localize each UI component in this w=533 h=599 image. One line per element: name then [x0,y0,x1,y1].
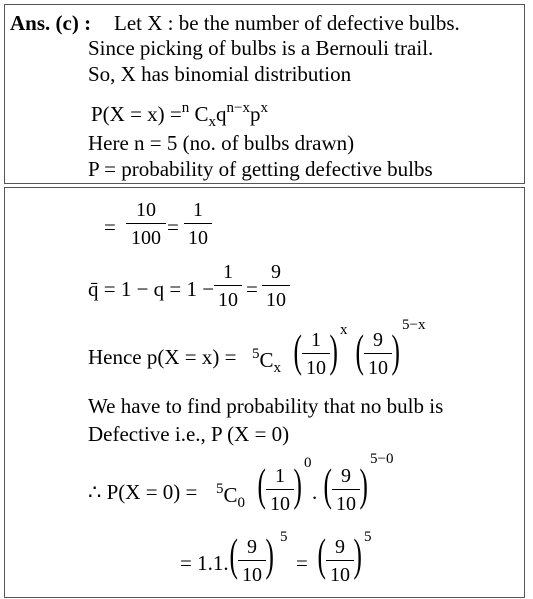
pmf-lhs: P(X = x) = [91,102,182,126]
text-line-3: So, X has binomial distribution [88,62,352,86]
fraction-1-over-10 [184,200,212,248]
eq5-equals: = [296,551,308,575]
left-paren: ( [229,529,238,580]
right-paren: ) [391,325,400,376]
exponent-x: x [340,322,348,338]
exponent-5-minus-0: 5−0 [370,451,394,467]
eq2-equals: = [246,277,258,301]
fraction-denominator: 10 [336,493,356,515]
left-paren: ( [355,325,364,376]
fraction-denominator: 10 [270,493,290,515]
fraction-denominator: 10 [242,564,262,586]
left-paren: ( [257,459,266,510]
eq3-C: C [259,348,274,372]
fraction-9-over-10 [238,537,266,585]
right-paren: ) [359,459,368,510]
fraction-1-over-10 [266,466,294,514]
fraction-9-over-10 [332,466,360,514]
fraction-numerator: 9 [271,261,281,283]
fraction-1-over-10 [214,262,242,310]
fraction-1-over-10 [302,330,330,378]
fraction-numerator: 1 [275,465,285,487]
pmf-nx: n−x [226,100,251,116]
eq4-C: C [223,483,238,507]
text-line-4: We have to find probability that no bulb is [88,394,444,418]
exponent-0: 0 [304,455,312,471]
eq4-lhs: ∴ P(X = 0) = [88,480,198,504]
left-paren: ( [317,529,326,580]
pmf-n: n [181,100,190,116]
fraction-9-over-10 [364,330,392,378]
pmf-C: C [194,102,209,126]
exponent-5: 5 [364,529,372,545]
left-paren: ( [293,325,302,376]
fraction-numerator: 1 [223,261,233,283]
answer-label: Ans. (c) : [10,11,92,35]
right-paren: ) [265,529,274,580]
fraction-denominator: 10 [218,289,238,311]
eq4-zero: 0 [237,495,246,511]
fraction-10-over-100 [126,200,166,248]
fraction-9-over-10 [326,537,354,585]
fraction-denominator: 10 [306,357,326,379]
eq3-five: 5 [252,346,260,362]
exponent-5: 5 [280,529,288,545]
text-line-2: Since picking of bulbs is a Bernouli trail. [88,36,434,60]
fraction-numerator: 1 [311,329,321,351]
text-line-1: Let X : be the number of defective bulbs. [114,11,460,35]
eq3-lhs: Hence p(X = x) = [88,345,237,369]
fraction-denominator: 10 [368,357,388,379]
eq3-x: x [273,360,282,376]
right-paren: ) [329,325,338,376]
fraction-denominator: 100 [131,227,161,249]
fraction-numerator: 9 [341,465,351,487]
fraction-numerator: 9 [335,536,345,558]
pmf-formula [91,101,268,130]
fraction-denominator: 10 [188,227,208,249]
text-line-6: P = probability of getting defective bulbs [88,157,433,181]
right-paren: ) [353,529,362,580]
eq4-five: 5 [216,481,224,497]
eq3-combination [252,347,281,376]
eq1-equals-2: = [167,215,179,239]
fraction-numerator: 1 [193,199,203,221]
fraction-numerator: 9 [247,536,257,558]
fraction-numerator: 10 [136,199,156,221]
eq1-equals: = [104,215,116,239]
fraction-denominator: 10 [266,289,286,311]
text-line-5: Here n = 5 (no. of bulbs drawn) [88,131,355,155]
fraction-denominator: 10 [330,564,350,586]
pmf-p: p [250,102,261,126]
left-paren: ( [323,459,332,510]
eq5-lhs: = 1.1. [180,551,229,575]
exponent-5-minus-x: 5−x [402,317,426,333]
multiply-dot: . [312,480,318,504]
right-paren: ) [293,459,302,510]
text-line-5: Defective i.e., P (X = 0) [88,422,290,446]
pmf-px: x [260,100,269,116]
fraction-9-over-10 [262,262,290,310]
eq4-combination [216,482,245,511]
pmf-x: x [208,114,217,130]
eq2-lhs: q̄ = 1 − q = 1 − [88,277,215,301]
pmf-q: q [216,102,227,126]
fraction-numerator: 9 [373,329,383,351]
